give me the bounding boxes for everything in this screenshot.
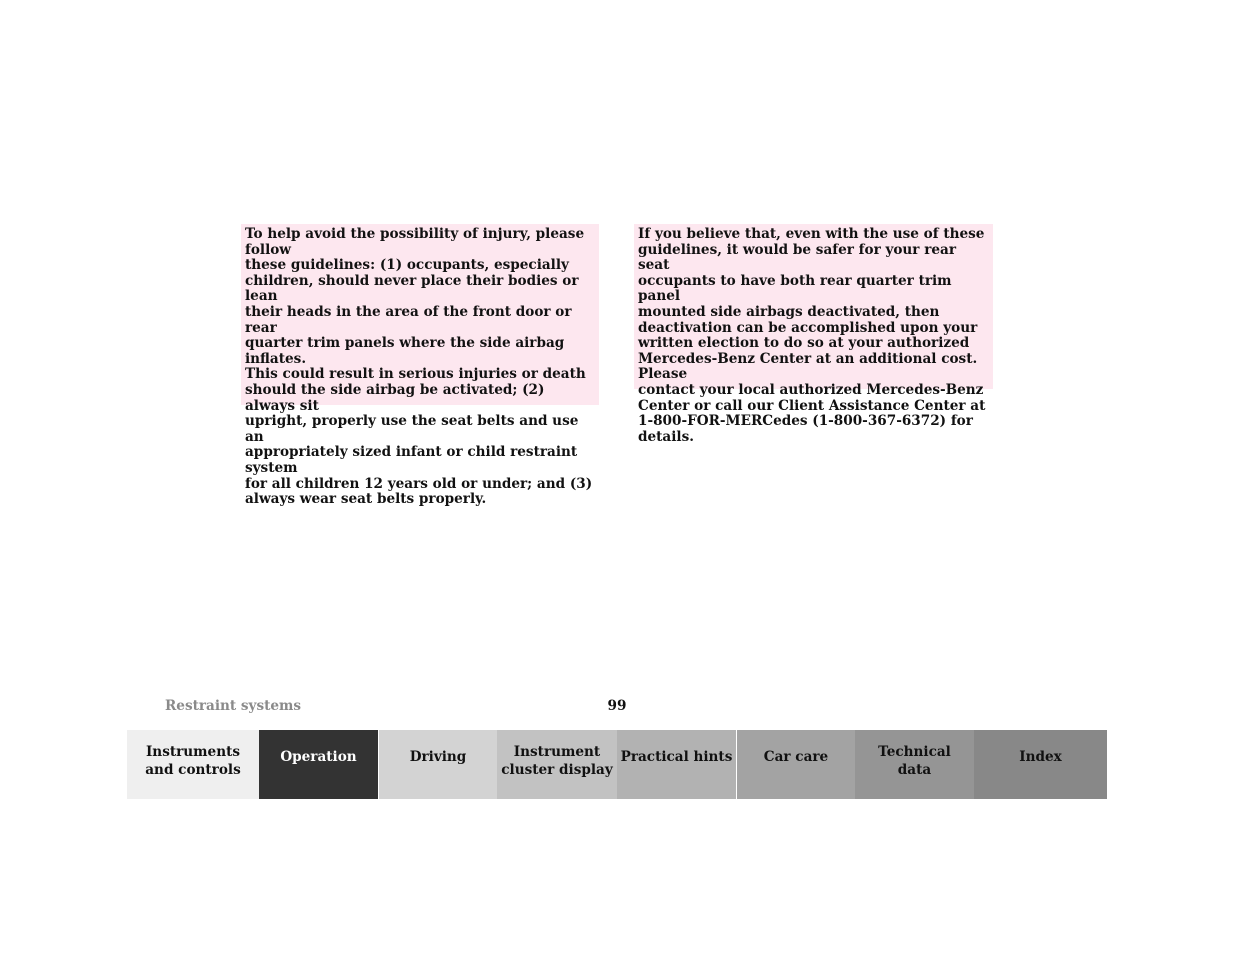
tab-label: Driving bbox=[409, 748, 467, 765]
warning-box-left: To help avoid the possibility of injury, please follow these guidelines: (1) occupants, especially children, should never place their bodies or lean their heads in the area of the front door or rear quarter trim panels where the side airbag inflates. This could result in serious injuries or death should the side airbag be activated; (2) always sit upright, properly use the seat belts and use an appropriately sized infant or child restraint system for all children 12 years old or under; and (3) always wear seat belts properly. bbox=[241, 224, 599, 405]
tab-label: Operation bbox=[280, 748, 357, 765]
tab-label: Technical data bbox=[878, 744, 951, 778]
tab-label: Index bbox=[1019, 748, 1062, 765]
tab-label: Instruments and controls bbox=[145, 744, 241, 778]
tab-label: Car care bbox=[763, 748, 829, 765]
tab-car-care[interactable] bbox=[736, 730, 855, 799]
tab-technical-data[interactable] bbox=[855, 730, 974, 799]
tab-label: Instrument cluster display bbox=[501, 744, 613, 778]
tab-instruments-and-controls[interactable] bbox=[127, 730, 259, 799]
section-title: Restraint systems bbox=[165, 698, 302, 714]
chapter-nav bbox=[127, 730, 1107, 799]
tab-practical-hints[interactable] bbox=[617, 730, 736, 799]
tab-instrument-cluster-display[interactable] bbox=[497, 730, 617, 799]
tab-operation[interactable] bbox=[259, 730, 378, 799]
tab-index[interactable] bbox=[974, 730, 1107, 799]
warning-box-right: If you believe that, even with the use of these guidelines, it would be safer for your rear seat occupants to have both rear quarter trim panel mounted side airbags deactivated, then deactivation can be accomplished upon your written election to do so at your authorized Mercedes-Benz Center at an additional cost. Please contact your local authorized Mercedes-Benz Center or call our Client Assistance Center at 1-800-FOR-MERCedes (1-800-367-6372) for details. bbox=[634, 224, 993, 389]
page-number: 99 bbox=[607, 698, 627, 714]
tab-driving[interactable] bbox=[378, 730, 497, 799]
tab-label: Practical hints bbox=[620, 748, 733, 765]
